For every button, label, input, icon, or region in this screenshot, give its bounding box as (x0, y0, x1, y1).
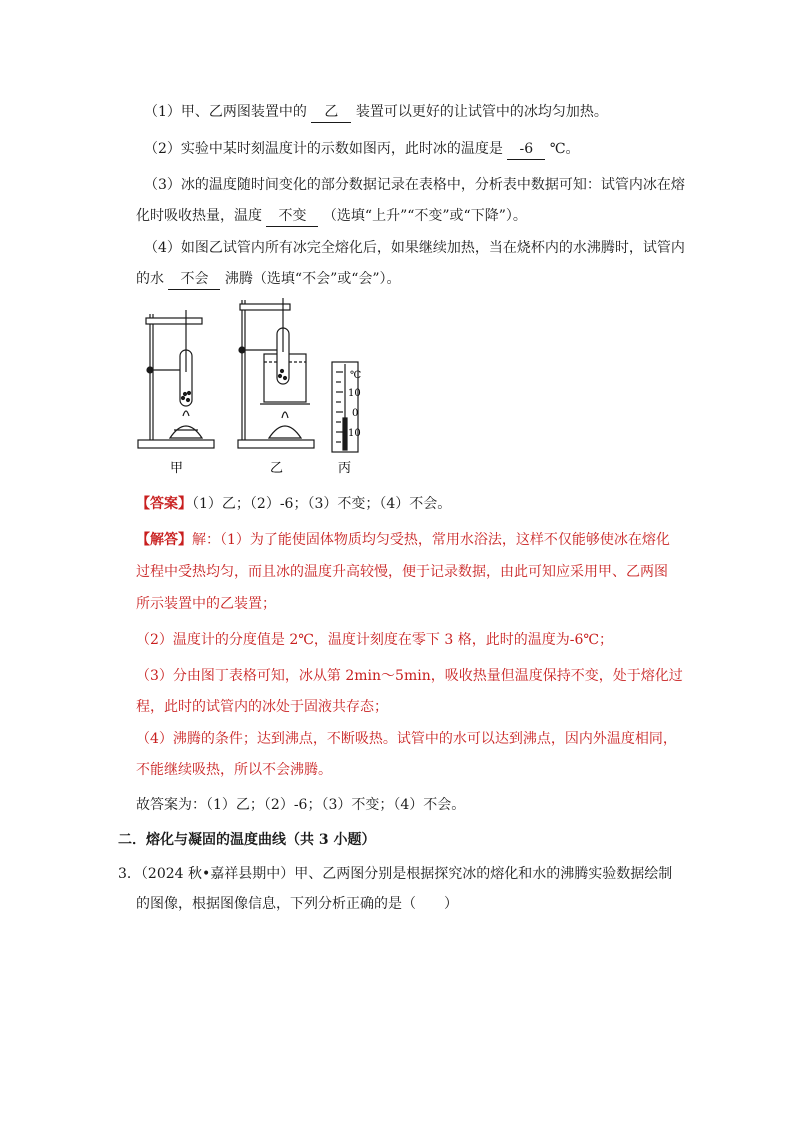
question-3-next-line2: 的图像，根据图像信息，下列分析正确的是（ ） (136, 896, 458, 912)
solution-line-1 (136, 530, 670, 550)
solution-final: 故答案为：（1）乙；（2）-6；（3）不变；（4）不会。 (136, 797, 466, 813)
answer-tag: 【答案】 (136, 496, 192, 512)
label-yi: 乙 (270, 461, 284, 476)
question-2-prefix: （2）实验中某时刻温度计的示数如图丙，此时冰的温度是 (144, 141, 503, 157)
solution-line-3: 所示装置中的乙装置； (136, 596, 276, 612)
apparatus-yi (238, 298, 314, 448)
experiment-figure (136, 292, 386, 482)
section-heading: 二．熔化与凝固的温度曲线（共 3 小题） (118, 832, 376, 848)
question-1-suffix: 装置可以更好的让试管中的冰均匀加热。 (355, 104, 608, 120)
question-4-answer: 不会 (168, 269, 220, 290)
solution-line-7: （4）沸腾的条件；达到沸点，不断吸热。试管中的水可以达到沸点，因内外温度相同， (136, 731, 677, 747)
answer-line (136, 494, 451, 514)
label-jia: 甲 (170, 461, 184, 476)
therm-tick-top: 10 (348, 388, 361, 399)
question-4-prefix: 的水 (136, 271, 164, 287)
question-3-prefix: 化时吸收热量，温度 (136, 208, 262, 224)
solution-text-1: 解：（1）为了能使固体物质均匀受热，常用水浴法，这样不仅能够使冰在熔化 (192, 532, 670, 548)
question-2-suffix: ℃。 (549, 141, 580, 157)
question-1 (144, 102, 608, 123)
question-4-line2 (136, 269, 401, 290)
question-3-next-line1: 3．（2024 秋•嘉祥县期中）甲、乙两图分别是根据探究冰的熔化和水的沸腾实验数据绘制 (118, 866, 673, 882)
question-2 (144, 139, 579, 160)
label-bing: 丙 (338, 461, 352, 476)
solution-line-8: 不能继续吸热，所以不会沸腾。 (136, 762, 332, 778)
solution-line-5: （3）分由图丁表格可知，冰从第 2min～5min，吸收热量但温度保持不变，处于熔化过 (136, 668, 683, 684)
apparatus-jia (138, 310, 214, 448)
question-1-answer: 乙 (311, 102, 351, 123)
therm-unit: ℃ (350, 370, 362, 381)
question-3-suffix: （选填“上升”“不变”或“下降”）。 (322, 208, 527, 224)
question-3-line2 (136, 206, 527, 227)
apparatus-diagram (136, 292, 386, 482)
question-1-prefix: （1）甲、乙两图装置中的 (144, 104, 307, 120)
question-3-line1: （3）冰的温度随时间变化的部分数据记录在表格中，分析表中数据可知：试管内冰在熔 (144, 177, 685, 193)
answer-text: （1）乙；（2）-6；（3）不变；（4）不会。 (192, 496, 452, 512)
therm-tick-zero: 0 (352, 408, 359, 419)
solution-line-2: 过程中受热均匀，而且冰的温度升高较慢，便于记录数据，由此可知应采用甲、乙两图 (136, 564, 668, 580)
solution-line-4: （2）温度计的分度值是 2℃，温度计刻度在零下 3 格，此时的温度为-6℃； (136, 632, 614, 648)
solution-tag: 【解答】 (136, 532, 192, 548)
question-4-line1: （4）如图乙试管内所有冰完全熔化后，如果继续加热，当在烧杯内的水沸腾时，试管内 (144, 240, 685, 256)
question-2-answer: -6 (507, 139, 545, 160)
solution-line-6: 程，此时的试管内的冰处于固液共存态； (136, 699, 388, 715)
question-3-answer: 不变 (266, 206, 318, 227)
question-4-suffix: 沸腾（选填“不会”或“会”）。 (224, 271, 401, 287)
therm-tick-bottom: 10 (348, 428, 361, 439)
